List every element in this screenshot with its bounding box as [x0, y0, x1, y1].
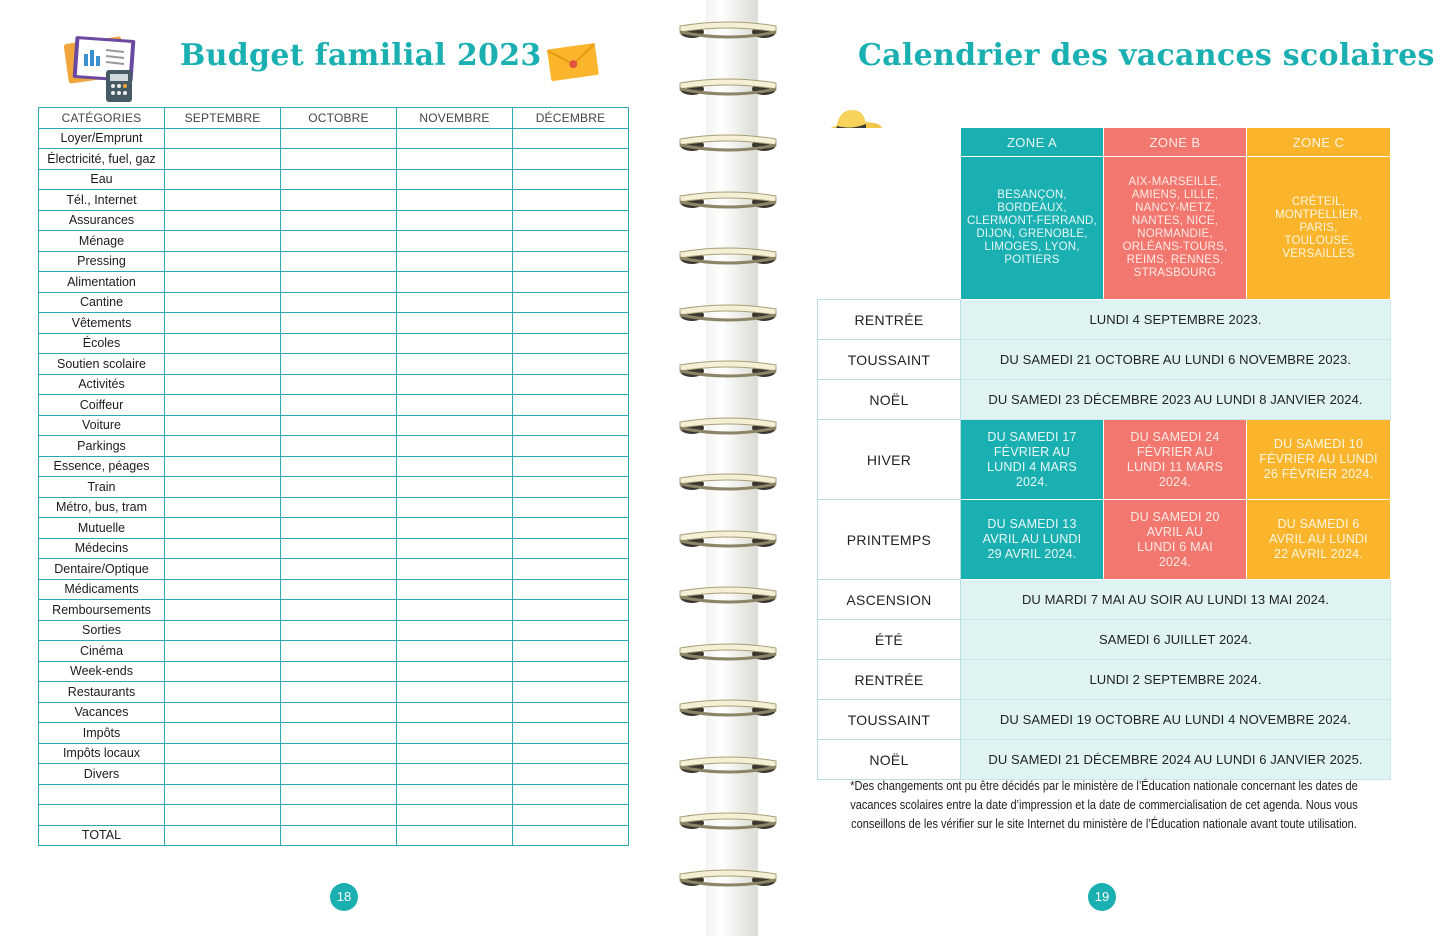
category-label: Alimentation: [39, 272, 165, 293]
budget-cell[interactable]: [281, 682, 397, 703]
budget-cell[interactable]: [397, 764, 513, 785]
category-label: Médicaments: [39, 579, 165, 600]
page-title-budget: Budget familial 2023: [180, 38, 542, 73]
category-label: [39, 784, 165, 805]
budget-cell[interactable]: [513, 354, 629, 375]
spiral-ring-icon: [672, 809, 784, 833]
budget-row: [39, 292, 629, 313]
budget-cell[interactable]: [281, 559, 397, 580]
budget-cell[interactable]: [513, 128, 629, 149]
category-label: Coiffeur: [39, 395, 165, 416]
budget-cell[interactable]: [165, 518, 281, 539]
budget-cell[interactable]: [513, 784, 629, 805]
period-label: ASCENSION: [818, 580, 961, 620]
category-label: [39, 805, 165, 826]
budget-cell[interactable]: [165, 477, 281, 498]
budget-cell[interactable]: [397, 661, 513, 682]
budget-cell[interactable]: [397, 641, 513, 662]
budget-cell[interactable]: [397, 702, 513, 723]
period-label: ÉTÉ: [818, 620, 961, 660]
budget-cell[interactable]: [281, 149, 397, 170]
spiral-ring-icon: [672, 470, 784, 494]
category-label: Soutien scolaire: [39, 354, 165, 375]
budget-row: [39, 272, 629, 293]
budget-cell[interactable]: [513, 415, 629, 436]
budget-cell[interactable]: [165, 641, 281, 662]
budget-body: [39, 128, 629, 846]
zone-a-header: ZONE A: [961, 128, 1104, 157]
page-title-vacances: Calendrier des vacances scolaires: [858, 38, 1435, 73]
row-rentree-2023: [818, 300, 1391, 340]
spiral-ring-icon: [672, 866, 784, 890]
budget-cell[interactable]: [165, 723, 281, 744]
category-label: Tél., Internet: [39, 190, 165, 211]
hiver-zone-c: DU SAMEDI 10 FÉVRIER AU LUNDI 26 FÉVRIER 2024.: [1247, 420, 1391, 500]
zone-a-cities: BESANÇON, BORDEAUX, CLERMONT-FERRAND, DIJON, GRENOBLE, LIMOGES, LYON, POITIERS: [961, 157, 1104, 300]
budget-cell[interactable]: [281, 600, 397, 621]
zone-b-header: ZONE B: [1104, 128, 1247, 157]
budget-cell[interactable]: [281, 231, 397, 252]
spiral-ring-icon: [672, 131, 784, 155]
budget-cell[interactable]: [165, 436, 281, 457]
budget-row: [39, 600, 629, 621]
header-december: DÉCEMBRE: [513, 108, 629, 129]
period-label: RENTRÉE: [818, 660, 961, 700]
budget-cell[interactable]: [281, 620, 397, 641]
spiral-ring-icon: [672, 75, 784, 99]
row-ascension: [818, 580, 1391, 620]
disclaimer-note: *Des changements ont pu être décidés par le ministère de l’Éducation nationale concernant les dates de vacances scolaires entre la date d’impression et la date de commercialisation de cet agenda. Nous vous conseillons de les vérifier sur le site Internet du ministère de l’Éducation nationale avant toute utilisation.: [850, 779, 1358, 831]
spiral-ring-icon: [672, 527, 784, 551]
period-label: NOËL: [818, 380, 961, 420]
header-september: SEPTEMBRE: [165, 108, 281, 129]
period-label: TOUSSAINT: [818, 700, 961, 740]
budget-cell[interactable]: [281, 292, 397, 313]
spiral-ring-icon: [672, 753, 784, 777]
budget-row: [39, 456, 629, 477]
budget-cell[interactable]: [397, 682, 513, 703]
budget-cell[interactable]: [397, 825, 513, 846]
page-number-right: 19: [1088, 883, 1116, 911]
budget-cell[interactable]: [513, 743, 629, 764]
budget-cell[interactable]: [513, 333, 629, 354]
budget-cell[interactable]: [513, 272, 629, 293]
budget-cell[interactable]: [165, 128, 281, 149]
budget-cell[interactable]: [165, 333, 281, 354]
budget-cell[interactable]: [397, 805, 513, 826]
spiral-ring-icon: [672, 640, 784, 664]
budget-cell[interactable]: [397, 149, 513, 170]
budget-cell[interactable]: [281, 538, 397, 559]
category-label: Vêtements: [39, 313, 165, 334]
row-hiver: [818, 420, 1391, 500]
period-dates: DU SAMEDI 23 DÉCEMBRE 2023 AU LUNDI 8 JANVIER 2024.: [961, 380, 1391, 420]
hiver-zone-a: DU SAMEDI 17 FÉVRIER AU LUNDI 4 MARS 2024.: [961, 420, 1104, 500]
category-label: Métro, bus, tram: [39, 497, 165, 518]
period-dates: DU SAMEDI 21 OCTOBRE AU LUNDI 6 NOVEMBRE 2023.: [961, 340, 1391, 380]
budget-row: [39, 395, 629, 416]
row-toussaint-2023: [818, 340, 1391, 380]
budget-cell[interactable]: [165, 395, 281, 416]
budget-row: [39, 251, 629, 272]
budget-row: [39, 231, 629, 252]
category-label: Train: [39, 477, 165, 498]
budget-row: [39, 210, 629, 231]
budget-cell[interactable]: [513, 620, 629, 641]
budget-cell[interactable]: [281, 169, 397, 190]
budget-row: [39, 682, 629, 703]
budget-cell[interactable]: [513, 702, 629, 723]
budget-cell[interactable]: [281, 436, 397, 457]
budget-cell[interactable]: [397, 743, 513, 764]
budget-cell[interactable]: [281, 641, 397, 662]
budget-cell[interactable]: [397, 784, 513, 805]
printemps-zone-b: DU SAMEDI 20 AVRIL AU LUNDI 6 MAI 2024.: [1104, 500, 1247, 580]
row-printemps: [818, 500, 1391, 580]
budget-row: [39, 169, 629, 190]
category-label: Mutuelle: [39, 518, 165, 539]
budget-row: [39, 477, 629, 498]
page-number-left: 18: [330, 883, 358, 911]
budget-cell[interactable]: [513, 661, 629, 682]
category-label: Activités: [39, 374, 165, 395]
category-label: Voiture: [39, 415, 165, 436]
right-page: [790, 0, 1445, 936]
budget-cell[interactable]: [513, 805, 629, 826]
budget-cell[interactable]: [397, 518, 513, 539]
budget-cell[interactable]: [281, 374, 397, 395]
budget-row: [39, 497, 629, 518]
header-november: NOVEMBRE: [397, 108, 513, 129]
budget-cell[interactable]: [165, 272, 281, 293]
budget-cell[interactable]: [281, 805, 397, 826]
budget-cell[interactable]: [513, 579, 629, 600]
category-label: Pressing: [39, 251, 165, 272]
budget-cell[interactable]: [513, 210, 629, 231]
spiral-ring-icon: [672, 583, 784, 607]
budget-cell[interactable]: [513, 641, 629, 662]
budget-row: [39, 415, 629, 436]
budget-cell[interactable]: [397, 538, 513, 559]
spiral-binding: [672, 0, 790, 936]
budget-cell[interactable]: [165, 292, 281, 313]
period-dates: DU SAMEDI 21 DÉCEMBRE 2024 AU LUNDI 6 JANVIER 2025.: [961, 740, 1391, 780]
budget-cell[interactable]: [397, 600, 513, 621]
budget-cell[interactable]: [165, 374, 281, 395]
category-label: Médecins: [39, 538, 165, 559]
budget-cell[interactable]: [513, 764, 629, 785]
budget-cell[interactable]: [513, 723, 629, 744]
budget-cell[interactable]: [397, 231, 513, 252]
budget-cell[interactable]: [165, 456, 281, 477]
budget-cell[interactable]: [513, 825, 629, 846]
budget-cell[interactable]: [165, 190, 281, 211]
period-label: PRINTEMPS: [818, 500, 961, 580]
budget-cell[interactable]: [513, 682, 629, 703]
category-label: Cinéma: [39, 641, 165, 662]
blank-corner: [818, 128, 961, 300]
budget-cell[interactable]: [513, 600, 629, 621]
zone-b-cities: AIX-MARSEILLE, AMIENS, LILLE, NANCY-METZ, NANTES, NICE, NORMANDIE, ORLÉANS-TOURS, REIMS, RENNES, STRASBOURG: [1104, 157, 1247, 300]
budget-cell[interactable]: [513, 149, 629, 170]
period-dates: LUNDI 2 SEPTEMBRE 2024.: [961, 660, 1391, 700]
budget-cell[interactable]: [397, 723, 513, 744]
spiral-ring-icon: [672, 414, 784, 438]
budget-cell[interactable]: [281, 333, 397, 354]
row-rentree-2024: [818, 660, 1391, 700]
budget-cell[interactable]: [165, 415, 281, 436]
budget-row: [39, 743, 629, 764]
budget-cell[interactable]: [397, 620, 513, 641]
budget-cell[interactable]: [165, 559, 281, 580]
budget-row: [39, 313, 629, 334]
left-page: [0, 0, 672, 936]
budget-cell[interactable]: [165, 210, 281, 231]
budget-row: [39, 641, 629, 662]
budget-cell[interactable]: [281, 764, 397, 785]
budget-cell[interactable]: [281, 661, 397, 682]
category-label: Dentaire/Optique: [39, 559, 165, 580]
budget-cell[interactable]: [165, 313, 281, 334]
budget-cell[interactable]: [513, 436, 629, 457]
category-label: Impôts locaux: [39, 743, 165, 764]
printemps-zone-c: DU SAMEDI 6 AVRIL AU LUNDI 22 AVRIL 2024.: [1247, 500, 1391, 580]
budget-cell[interactable]: [281, 415, 397, 436]
category-label: Ménage: [39, 231, 165, 252]
hiver-zone-b: DU SAMEDI 24 FÉVRIER AU LUNDI 11 MARS 2024.: [1104, 420, 1247, 500]
spiral-ring-icon: [672, 696, 784, 720]
budget-cell[interactable]: [513, 518, 629, 539]
budget-cell[interactable]: [397, 579, 513, 600]
spiral-ring-icon: [672, 244, 784, 268]
budget-cell[interactable]: [165, 231, 281, 252]
budget-cell[interactable]: [397, 128, 513, 149]
period-label: HIVER: [818, 420, 961, 500]
budget-cell[interactable]: [165, 579, 281, 600]
spiral-ring-icon: [672, 357, 784, 381]
budget-cell[interactable]: [397, 436, 513, 457]
budget-row: [39, 661, 629, 682]
category-label: Assurances: [39, 210, 165, 231]
spiral-ring-icon: [672, 188, 784, 212]
period-label: NOËL: [818, 740, 961, 780]
zone-c-header: ZONE C: [1247, 128, 1391, 157]
budget-cell[interactable]: [165, 825, 281, 846]
category-label: Vacances: [39, 702, 165, 723]
budget-row: [39, 702, 629, 723]
category-label: Cantine: [39, 292, 165, 313]
budget-cell[interactable]: [165, 764, 281, 785]
row-ete: [818, 620, 1391, 660]
budget-cell[interactable]: [397, 169, 513, 190]
budget-cell[interactable]: [165, 743, 281, 764]
category-label: TOTAL: [39, 825, 165, 846]
period-dates: DU SAMEDI 19 OCTOBRE AU LUNDI 4 NOVEMBRE 2024.: [961, 700, 1391, 740]
category-label: Écoles: [39, 333, 165, 354]
budget-cell[interactable]: [513, 190, 629, 211]
budget-cell[interactable]: [513, 477, 629, 498]
budget-cell[interactable]: [165, 169, 281, 190]
budget-row: [39, 723, 629, 744]
period-dates: DU MARDI 7 MAI AU SOIR AU LUNDI 13 MAI 2024.: [961, 580, 1391, 620]
category-label: Parkings: [39, 436, 165, 457]
budget-cell[interactable]: [165, 682, 281, 703]
budget-cell[interactable]: [513, 231, 629, 252]
budget-cell[interactable]: [397, 190, 513, 211]
budget-cell[interactable]: [281, 210, 397, 231]
budget-row: [39, 579, 629, 600]
category-label: Remboursements: [39, 600, 165, 621]
budget-cell[interactable]: [397, 354, 513, 375]
budget-cell[interactable]: [165, 661, 281, 682]
budget-cell[interactable]: [513, 292, 629, 313]
budget-cell[interactable]: [281, 456, 397, 477]
budget-cell[interactable]: [165, 600, 281, 621]
zone-header-row: [818, 128, 1391, 157]
budget-cell[interactable]: [513, 456, 629, 477]
vacances-table: [817, 127, 1391, 780]
budget-row: [39, 805, 629, 826]
budget-cell[interactable]: [165, 620, 281, 641]
budget-cell[interactable]: [513, 313, 629, 334]
budget-cell[interactable]: [165, 805, 281, 826]
budget-cell[interactable]: [397, 415, 513, 436]
budget-cell[interactable]: [513, 538, 629, 559]
budget-row: [39, 825, 629, 846]
period-label: TOUSSAINT: [818, 340, 961, 380]
budget-cell[interactable]: [513, 497, 629, 518]
budget-row: [39, 784, 629, 805]
budget-cell[interactable]: [165, 354, 281, 375]
category-label: Eau: [39, 169, 165, 190]
budget-row: [39, 518, 629, 539]
budget-cell[interactable]: [281, 825, 397, 846]
budget-cell[interactable]: [397, 292, 513, 313]
printemps-zone-a: DU SAMEDI 13 AVRIL AU LUNDI 29 AVRIL 2024.: [961, 500, 1104, 580]
budget-cell[interactable]: [165, 784, 281, 805]
budget-cell[interactable]: [397, 272, 513, 293]
budget-row: [39, 333, 629, 354]
budget-cell[interactable]: [397, 497, 513, 518]
budget-cell[interactable]: [281, 784, 397, 805]
budget-row: [39, 538, 629, 559]
row-noel-2024: [818, 740, 1391, 780]
category-label: Sorties: [39, 620, 165, 641]
spiral-ring-icon: [672, 18, 784, 42]
period-dates: LUNDI 4 SEPTEMBRE 2023.: [961, 300, 1391, 340]
budget-cell[interactable]: [513, 169, 629, 190]
budget-cell[interactable]: [281, 190, 397, 211]
budget-header-row: [39, 108, 629, 129]
category-label: Impôts: [39, 723, 165, 744]
budget-table: [38, 107, 629, 846]
budget-cell[interactable]: [281, 702, 397, 723]
category-label: Week-ends: [39, 661, 165, 682]
budget-cell[interactable]: [397, 210, 513, 231]
budget-row: [39, 128, 629, 149]
budget-cell[interactable]: [165, 251, 281, 272]
budget-cell[interactable]: [281, 272, 397, 293]
row-toussaint-2024: [818, 700, 1391, 740]
budget-cell[interactable]: [281, 395, 397, 416]
budget-cell[interactable]: [165, 702, 281, 723]
category-label: Loyer/Emprunt: [39, 128, 165, 149]
budget-cell[interactable]: [281, 723, 397, 744]
budget-row: [39, 559, 629, 580]
budget-cell[interactable]: [165, 497, 281, 518]
budget-cell[interactable]: [281, 518, 397, 539]
budget-papers-calculator-icon: [60, 30, 144, 104]
header-categories: CATÉGORIES: [39, 108, 165, 129]
category-label: Restaurants: [39, 682, 165, 703]
budget-cell[interactable]: [281, 477, 397, 498]
header-october: OCTOBRE: [281, 108, 397, 129]
budget-cell[interactable]: [165, 149, 281, 170]
budget-cell[interactable]: [397, 456, 513, 477]
budget-cell[interactable]: [281, 743, 397, 764]
budget-cell[interactable]: [513, 559, 629, 580]
budget-cell[interactable]: [165, 538, 281, 559]
budget-cell[interactable]: [397, 251, 513, 272]
period-dates: SAMEDI 6 JUILLET 2024.: [961, 620, 1391, 660]
category-label: Essence, péages: [39, 456, 165, 477]
budget-cell[interactable]: [281, 313, 397, 334]
budget-cell[interactable]: [397, 559, 513, 580]
budget-cell[interactable]: [281, 579, 397, 600]
zone-c-cities: CRÉTEIL, MONTPELLIER, PARIS, TOULOUSE, VERSAILLES: [1247, 157, 1391, 300]
budget-cell[interactable]: [397, 333, 513, 354]
envelope-icon: [547, 42, 601, 82]
category-label: Électricité, fuel, gaz: [39, 149, 165, 170]
budget-cell[interactable]: [281, 354, 397, 375]
budget-cell[interactable]: [397, 313, 513, 334]
budget-cell[interactable]: [513, 374, 629, 395]
budget-cell[interactable]: [397, 477, 513, 498]
budget-row: [39, 149, 629, 170]
budget-cell[interactable]: [513, 395, 629, 416]
budget-cell[interactable]: [281, 497, 397, 518]
budget-row: [39, 436, 629, 457]
budget-cell[interactable]: [281, 251, 397, 272]
category-label: Divers: [39, 764, 165, 785]
budget-row: [39, 354, 629, 375]
budget-cell[interactable]: [397, 395, 513, 416]
spiral-ring-icon: [672, 301, 784, 325]
budget-row: [39, 374, 629, 395]
budget-row: [39, 620, 629, 641]
budget-cell[interactable]: [281, 128, 397, 149]
period-label: RENTRÉE: [818, 300, 961, 340]
budget-row: [39, 190, 629, 211]
row-noel-2023: [818, 380, 1391, 420]
budget-cell[interactable]: [397, 374, 513, 395]
budget-cell[interactable]: [513, 251, 629, 272]
budget-row: [39, 764, 629, 785]
